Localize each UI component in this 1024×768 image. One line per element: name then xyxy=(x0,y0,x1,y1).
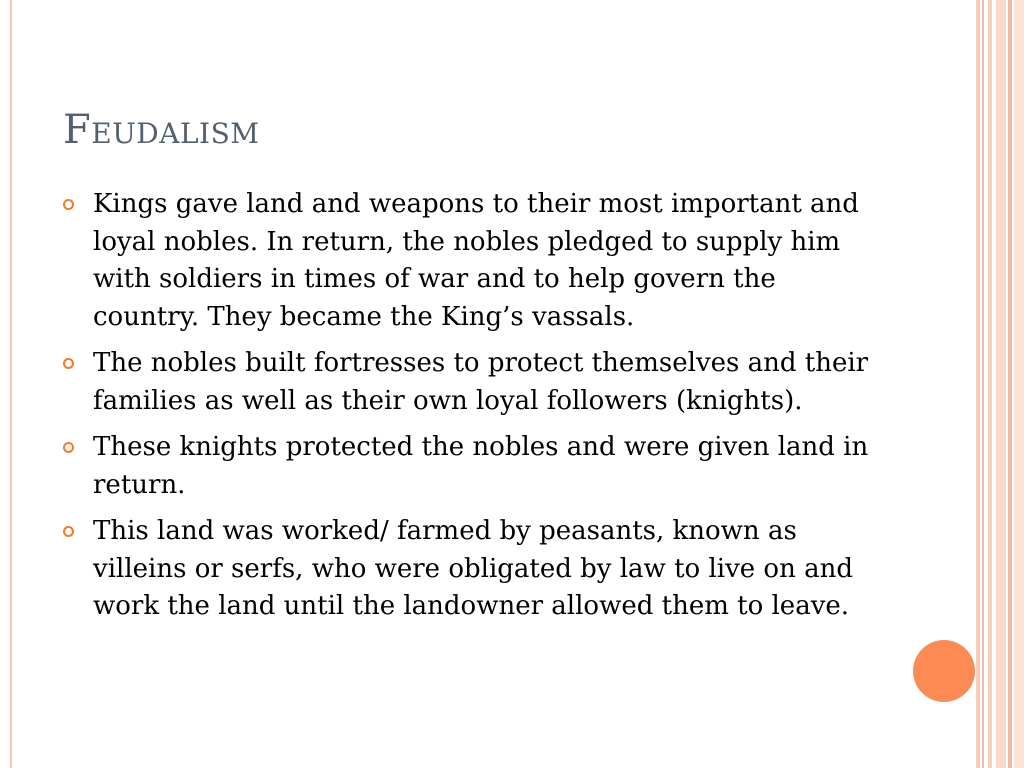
bullet-item xyxy=(60,186,880,336)
bullet-circle-icon xyxy=(63,526,74,537)
stripe xyxy=(1008,0,1012,768)
bullet-circle-icon xyxy=(63,358,74,369)
bullet-text: The nobles built fortresses to protect themselves and their families as well as their own loyal followers (knights). xyxy=(93,348,869,416)
slide-title: Feudalism xyxy=(63,107,260,153)
bullet-list xyxy=(60,186,880,635)
bullet-item xyxy=(60,513,880,626)
bullet-item xyxy=(60,345,880,420)
left-border-line xyxy=(10,0,12,768)
stripe xyxy=(982,0,984,768)
right-decorative-stripes xyxy=(976,0,1024,768)
stripe xyxy=(976,0,980,768)
bullet-text: This land was worked/ farmed by peasants, known as villeins or serfs, who were obligated by law to live on and work the land until the landowner allowed them to leave. xyxy=(93,516,853,621)
bullet-circle-icon xyxy=(63,199,74,210)
bullet-circle-icon xyxy=(63,442,74,453)
decorative-orange-circle xyxy=(913,640,975,702)
bullet-text: These knights protected the nobles and were given land in return. xyxy=(93,432,869,500)
bullet-item xyxy=(60,429,880,504)
stripe xyxy=(988,0,992,768)
stripe xyxy=(1014,0,1024,768)
stripe xyxy=(996,0,1006,768)
bullet-text: Kings gave land and weapons to their most important and loyal nobles. In return, the nobles pledged to supply him with soldiers in times of war and to help govern the country. They became the King’s vassals. xyxy=(93,189,859,332)
